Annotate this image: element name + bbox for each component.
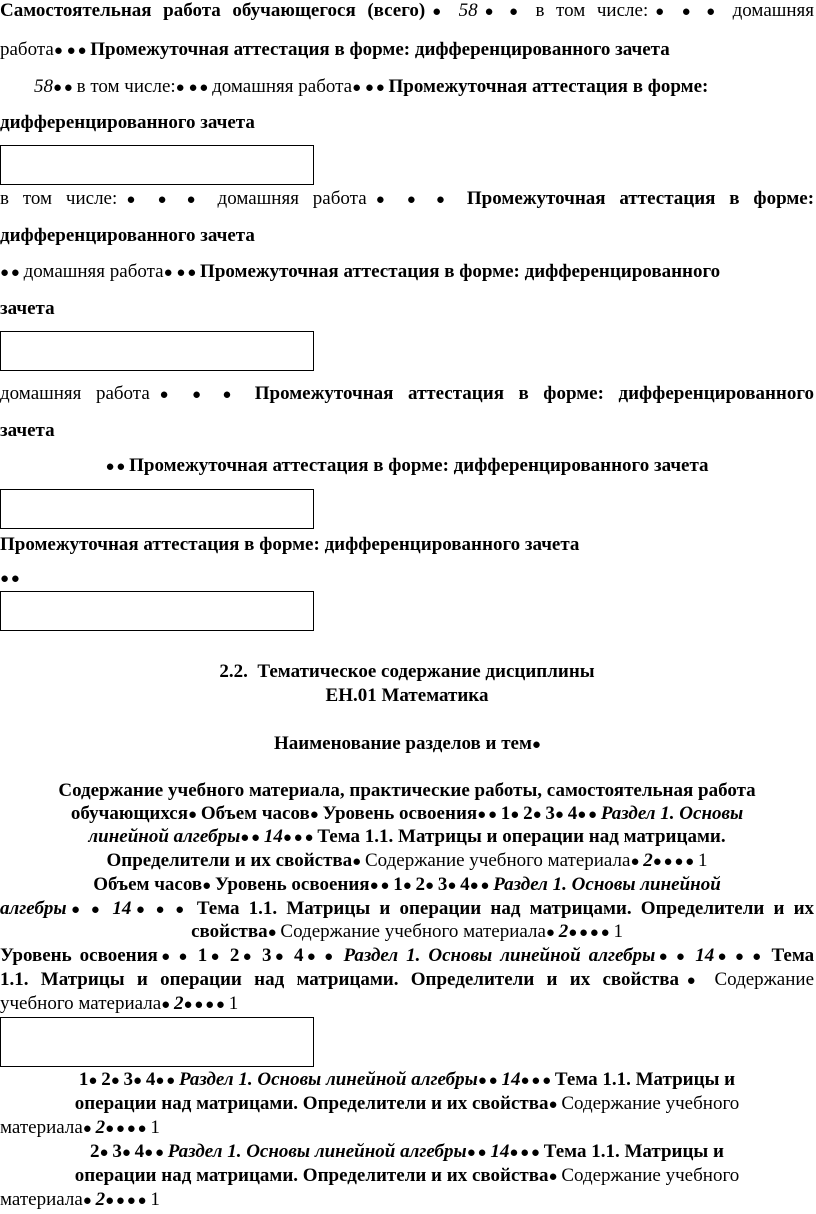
block-a-line-2: обучающихся● Объем часов● Уровень освоения● ● 1● 2● 3● 4● ● Раздел 1. Основы	[70, 803, 744, 824]
line-8: зачета	[0, 298, 55, 319]
block-c-line-1: Уровень освоения● ● 1● 2● 3● 4● ● Раздел 1. Основы линейной алгебры● ● 14● ● ● Тема	[0, 945, 815, 966]
block-b-line-1: Объем часов● Уровень освоения● ● 1● 2● 3● 4● ● Раздел 1. Основы линейной	[93, 874, 721, 895]
block-a-line-1: Содержание учебного материала, практические работы, самостоятельная работа	[58, 780, 756, 801]
blank-field-1	[0, 145, 314, 185]
discipline-title: ЕН.01 Математика	[325, 685, 489, 706]
blank-field-3	[0, 489, 314, 529]
line-6: дифференцированного зачета	[0, 225, 255, 246]
line-12: Промежуточная аттестация в форме: дифференцированного зачета	[0, 534, 580, 555]
block-e-line-1: 2● 3● 4● ● Раздел 1. Основы линейной алгебры● ● 14● ● ● Тема 1.1. Матрицы и	[90, 1141, 724, 1162]
block-e-line-2: операции над матрицами. Определители и их свойства● Содержание учебного	[74, 1165, 740, 1186]
line-3: 58● ● в том числе:● ● ● домашняя работа● ● ● Промежуточная аттестация в форме:	[34, 76, 709, 97]
block-a-line-4: Определители и их свойства● Содержание учебного материала● 2● ● ● ● 1	[106, 850, 708, 871]
line-11: ● ● Промежуточная аттестация в форме: дифференцированного зачета	[105, 455, 709, 476]
block-e-line-3: материала● 2● ● ● ● 1	[0, 1189, 160, 1210]
block-d-line-1: 1● 2● 3● 4● ● Раздел 1. Основы линейной алгебры● ● 14● ● ● Тема 1.1. Матрицы и	[78, 1069, 736, 1090]
line-5: в том числе:● ● ● домашняя работа● ● ● Промежуточная аттестация в форме:	[0, 188, 815, 209]
block-d-line-3: материала● 2● ● ● ● 1	[0, 1117, 160, 1138]
block-a-line-3: линейной алгебры● ● 14● ● ● Тема 1.1. Матрицы и операции над матрицами.	[88, 826, 726, 847]
block-c-line-3: учебного материала● 2● ● ● ● 1	[0, 993, 239, 1014]
block-b-line-2: алгебры● ● 14● ● ● Тема 1.1. Матрицы и операции над матрицами. Определители и их	[0, 898, 815, 919]
line-1: Самостоятельная работа обучающегося (всего)● 58● ● в том числе:● ● ● домашняя	[0, 0, 815, 21]
line-13: ● ●	[0, 571, 19, 587]
block-c-line-2: 1.1. Матрицы и операции над матрицами. Определители и их свойства● Содержание	[0, 969, 815, 990]
line-4: дифференцированного зачета	[0, 112, 255, 133]
blank-field-4	[0, 591, 314, 631]
blank-field-2	[0, 331, 314, 371]
blank-field-5	[0, 1017, 314, 1067]
line-7: ● ● домашняя работа● ● ● Промежуточная аттестация в форме: дифференцированного	[0, 261, 721, 282]
self-work-label: Самостоятельная работа обучающегося (всего)	[0, 0, 426, 21]
names-label: Наименование разделов и тем●	[274, 733, 540, 754]
block-b-line-3: свойства● Содержание учебного материала● 2● ● ● ● 1	[191, 921, 623, 942]
line-10: зачета	[0, 420, 55, 441]
section-heading: 2.2. Тематическое содержание дисциплины	[219, 661, 595, 682]
line-9: домашняя работа● ● ● Промежуточная аттестация в форме: дифференцированного	[0, 383, 815, 404]
line-2: работа● ● ● Промежуточная аттестация в форме: дифференцированного зачета	[0, 39, 670, 60]
block-d-line-2: операции над матрицами. Определители и их свойства● Содержание учебного	[74, 1093, 740, 1114]
